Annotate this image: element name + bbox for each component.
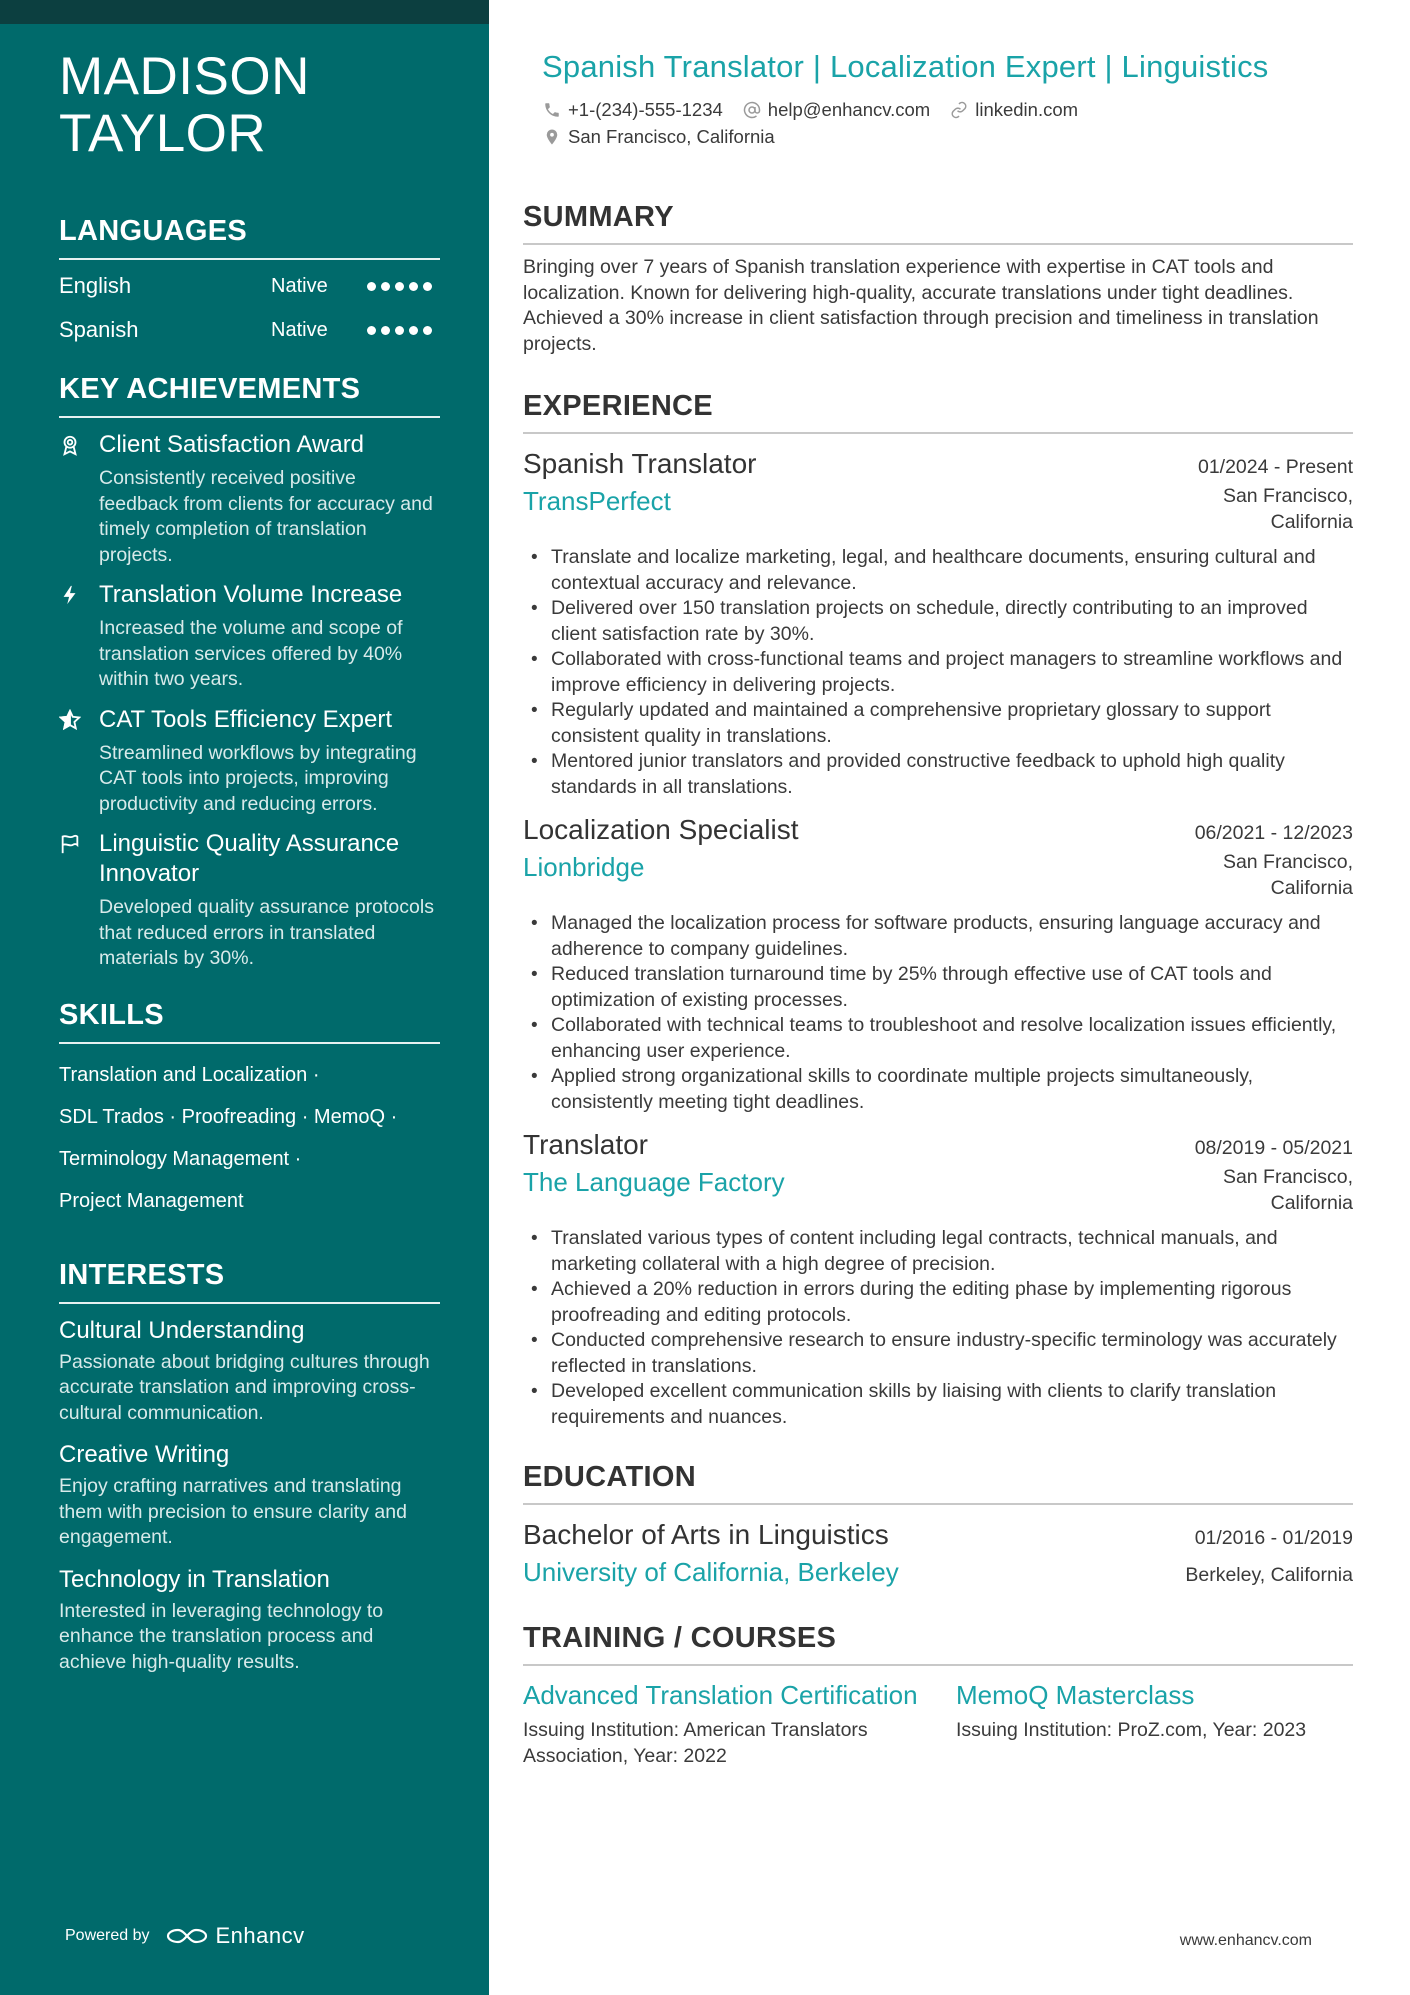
rating-dot: [367, 326, 376, 335]
achievement-desc: Developed quality assurance protocols that reduced errors in translated materials by 30%.: [99, 896, 434, 969]
rating-dot: [395, 282, 404, 291]
job-title: Localization Specialist: [523, 814, 799, 845]
job-location: San Francisco, California: [1222, 851, 1353, 899]
rating-dot: [409, 326, 418, 335]
sidebar: [0, 0, 489, 1995]
language-level: Native: [271, 274, 328, 297]
achievement-item: [59, 430, 440, 568]
job-bullets: [523, 1226, 1353, 1430]
course-desc: Issuing Institution: ProZ.com, Year: 2023: [956, 1719, 1307, 1741]
job-entry: [523, 1127, 1353, 1430]
website-text: linkedin.com: [975, 98, 1079, 120]
skill-line: Terminology Management ·: [59, 1147, 302, 1170]
achievement-item: [59, 580, 440, 693]
job-company: The Language Factory: [523, 1167, 785, 1197]
languages-section: [59, 214, 440, 352]
summary-heading: SUMMARY: [523, 200, 1353, 245]
powered-by-label: Powered by: [65, 1927, 150, 1944]
award-icon: [59, 430, 99, 568]
achievements-section: [59, 372, 440, 972]
enhancv-logo-icon: [164, 1924, 210, 1948]
contact-location: [543, 126, 775, 148]
education-section: [523, 1460, 1353, 1589]
skills-list: [59, 1054, 440, 1222]
enhancv-logo[interactable]: [164, 1923, 305, 1949]
headline: Spanish Translator | Localization Expert | Linguistics: [542, 49, 1269, 84]
job-dates: 08/2019 - 05/2021: [1194, 1137, 1353, 1159]
job-company: Lionbridge: [523, 852, 645, 882]
course-item: [956, 1680, 1353, 1769]
interest-item: [59, 1316, 440, 1427]
job-bullet: • Managed the localization process for software products, ensuring language accuracy and adherence to company guidelines.: [523, 911, 1353, 962]
job-bullet: • Developed excellent communication skills by liaising with clients to clarify translation requirements and nuances.: [523, 1379, 1353, 1430]
language-rating: [367, 282, 432, 291]
rating-dot: [409, 282, 418, 291]
contact-info: [523, 96, 1353, 150]
achievements-heading: KEY ACHIEVEMENTS: [59, 372, 440, 418]
job-title: Spanish Translator: [523, 448, 757, 479]
school-name: University of California, Berkeley: [523, 1557, 899, 1587]
achievement-desc: Consistently received positive feedback from clients for accuracy and timely completion of translation projects.: [99, 467, 433, 566]
education-dates: 01/2016 - 01/2019: [1194, 1527, 1353, 1549]
main-content: [523, 48, 1353, 1769]
location-pin-icon: [543, 128, 561, 146]
interests-section: [59, 1258, 440, 1676]
language-item: [59, 308, 440, 352]
rating-dot: [381, 326, 390, 335]
job-location: San Francisco, California: [1222, 1166, 1353, 1214]
job-dates: 01/2024 - Present: [1197, 456, 1353, 478]
achievement-desc: Streamlined workflows by integrating CAT tools into projects, improving productivity and reducing errors.: [99, 741, 417, 815]
job-bullet: • Regularly updated and maintained a comprehensive proprietary glossary to support consistent quality in translations.: [523, 698, 1353, 749]
interests-heading: INTERESTS: [59, 1258, 440, 1304]
star-icon: [59, 705, 99, 818]
interest-title: Cultural Understanding: [59, 1316, 305, 1344]
rating-dot: [367, 282, 376, 291]
skill-line: Project Management: [59, 1189, 244, 1212]
location-text: San Francisco, California: [568, 125, 775, 147]
enhancv-brand: Enhancv: [215, 1923, 305, 1948]
contact-email[interactable]: [743, 99, 930, 121]
contact-website[interactable]: [950, 99, 1078, 121]
skill-line: Translation and Localization ·: [59, 1063, 320, 1086]
at-icon: [743, 101, 761, 119]
course-item: [523, 1680, 920, 1769]
job-bullet: • Delivered over 150 translation projects on schedule, directly contributing to an improved client satisfaction rate by 30%.: [523, 596, 1353, 647]
achievement-title: Translation Volume Increase: [99, 581, 403, 608]
skills-section: [59, 998, 440, 1222]
language-name: Spanish: [59, 317, 139, 342]
achievement-title: Client Satisfaction Award: [99, 431, 365, 458]
footer-url[interactable]: www.enhancv.com: [1179, 1932, 1312, 1949]
summary-text: Bringing over 7 years of Spanish translation experience with expertise in CAT tools and localization. Known for delivering high-quality, accurate translations under tight deadlines. Achieved a 30% increase in client satisfaction through precision and timeliness in translation projects.: [523, 256, 1319, 355]
interest-desc: Enjoy crafting narratives and translating them with precision to ensure clarity and engagement.: [59, 1475, 407, 1548]
language-name: English: [59, 273, 132, 298]
training-section: [523, 1621, 1353, 1769]
language-item: [59, 264, 440, 308]
degree-title: Bachelor of Arts in Linguistics: [523, 1519, 889, 1550]
job-location: San Francisco, California: [1222, 485, 1353, 533]
interest-item: [59, 1565, 440, 1676]
lightning-icon: [59, 580, 99, 693]
job-bullet: • Translate and localize marketing, legal, and healthcare documents, ensuring cultural and contextual accuracy and relevance.: [523, 545, 1353, 596]
job-bullet: • Mentored junior translators and provided constructive feedback to uphold high quality standards in all translations.: [523, 749, 1353, 800]
training-heading: TRAINING / COURSES: [523, 1621, 1353, 1666]
skill-line: SDL Trados · Proofreading · MemoQ ·: [59, 1105, 398, 1128]
interest-title: Creative Writing: [59, 1441, 230, 1468]
job-bullets: [523, 911, 1353, 1115]
name-last: TAYLOR: [59, 104, 267, 163]
job-dates: 06/2021 - 12/2023: [1194, 822, 1353, 844]
name-first: MADISON: [59, 47, 310, 106]
languages-heading: LANGUAGES: [59, 214, 440, 260]
sidebar-top-bar: [0, 0, 489, 24]
job-title: Translator: [523, 1129, 649, 1160]
job-bullet: • Conducted comprehensive research to ensure industry-specific terminology was accurately reflected in translations.: [523, 1328, 1353, 1379]
interest-desc: Passionate about bridging cultures through accurate translation and improving cross-cultural communication.: [59, 1350, 430, 1424]
rating-dot: [423, 282, 432, 291]
summary-section: [523, 200, 1353, 357]
job-company: TransPerfect: [523, 486, 671, 516]
rating-dot: [423, 326, 432, 335]
achievement-item: [59, 705, 440, 818]
contact-phone[interactable]: [543, 99, 723, 121]
skills-heading: SKILLS: [59, 998, 440, 1044]
job-bullet: • Applied strong organizational skills to coordinate multiple projects simultaneously, consistently meeting tight deadlines.: [523, 1064, 1353, 1115]
job-bullet: • Translated various types of content including legal contracts, technical manuals, and marketing collateral with a high degree of precision.: [523, 1226, 1353, 1277]
rating-dot: [381, 282, 390, 291]
language-level: Native: [271, 318, 328, 341]
flag-icon: [59, 829, 99, 972]
achievement-title: Linguistic Quality Assurance Innovator: [99, 830, 400, 887]
course-title: MemoQ Masterclass: [956, 1680, 1195, 1710]
job-entry: [523, 812, 1353, 1115]
job-bullets: [523, 545, 1353, 800]
course-desc: Issuing Institution: American Translators Association, Year: 2022: [523, 1719, 868, 1767]
interest-item: [59, 1440, 440, 1551]
achievement-desc: Increased the volume and scope of translation services offered by 40% within two years.: [99, 617, 403, 690]
job-bullet: • Collaborated with technical teams to troubleshoot and resolve localization issues efficiently, enhancing user experience.: [523, 1013, 1353, 1064]
interest-desc: Interested in leveraging technology to enhance the translation process and achieve high-quality results.: [59, 1599, 384, 1673]
language-rating: [367, 326, 432, 335]
sidebar-content: [59, 48, 440, 1675]
phone-text: +1-(234)-555-1234: [568, 98, 723, 120]
achievement-title: CAT Tools Efficiency Expert: [99, 705, 393, 733]
job-bullet: • Achieved a 20% reduction in errors during the editing phase by implementing rigorous proofreading and editing protocols.: [523, 1277, 1353, 1328]
experience-section: [523, 389, 1353, 1430]
course-title: Advanced Translation Certification: [523, 1680, 918, 1710]
link-icon: [950, 101, 968, 119]
job-entry: [523, 446, 1353, 800]
experience-heading: EXPERIENCE: [523, 389, 1353, 434]
job-bullet: • Reduced translation turnaround time by 25% through effective use of CAT tools and optimization of existing processes.: [523, 962, 1353, 1013]
email-text: help@enhancv.com: [767, 98, 931, 120]
rating-dot: [395, 326, 404, 335]
job-bullet: • Collaborated with cross-functional teams and project managers to streamline workflows and improve efficiency in delivering projects.: [523, 647, 1353, 698]
candidate-name: [59, 48, 440, 162]
achievement-item: [59, 829, 440, 972]
phone-icon: [543, 101, 561, 119]
powered-by: [65, 1923, 305, 1949]
interest-title: Technology in Translation: [59, 1565, 330, 1593]
education-location: Berkeley, California: [1185, 1564, 1353, 1586]
education-heading: EDUCATION: [523, 1460, 1353, 1505]
